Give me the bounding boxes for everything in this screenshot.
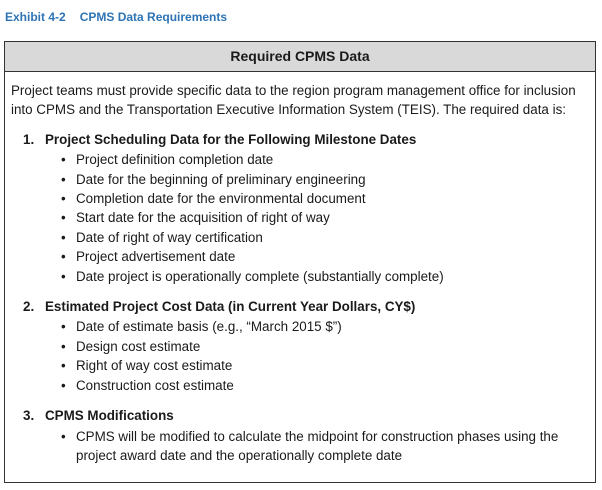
bullet-icon: •: [61, 377, 66, 393]
table-body: [5, 72, 595, 465]
bullet-icon: •: [61, 319, 66, 335]
bullet-icon: •: [61, 229, 66, 245]
bullet-icon: •: [61, 171, 66, 187]
list-item: [61, 337, 595, 356]
bullet-list: [11, 317, 595, 395]
section-title: [11, 297, 595, 316]
list-item: [61, 427, 595, 466]
bullet-list: [11, 427, 595, 466]
list-item-text: Date project is operationally complete (substantially complete): [76, 268, 444, 284]
list-item: [61, 228, 595, 247]
list-item-text: Design cost estimate: [76, 338, 201, 354]
list-item-text: CPMS will be modified to calculate the midpoint for construction phases using the project award date and the operationally complete date: [76, 428, 559, 463]
list-item: [61, 150, 595, 169]
list-item-text: Project advertisement date: [76, 249, 236, 265]
section-title-text: Project Scheduling Data for the Following Milestone Dates: [45, 131, 417, 147]
list-item: [61, 376, 595, 395]
exhibit-caption: [5, 10, 227, 24]
list-item: [61, 170, 595, 189]
bullet-icon: •: [61, 210, 66, 226]
list-item-text: Completion date for the environmental document: [76, 191, 366, 207]
bullet-icon: •: [61, 191, 66, 207]
list-item: [61, 267, 595, 286]
list-item-text: Start date for the acquisition of right of way: [76, 210, 330, 226]
list-item-text: Date for the beginning of preliminary engineering: [76, 171, 366, 187]
bullet-icon: •: [61, 338, 66, 354]
bullet-list: [11, 150, 595, 286]
table-header: Required CPMS Data: [5, 42, 595, 72]
section-number: 3.: [23, 408, 35, 424]
exhibit-number: Exhibit 4-2: [5, 10, 66, 24]
list-item-text: Construction cost estimate: [76, 377, 234, 393]
list-item-text: Date of estimate basis (e.g., “March 2015 $”): [76, 319, 342, 335]
list-item-text: Right of way cost estimate: [76, 358, 233, 374]
bullet-icon: •: [61, 249, 66, 265]
section-title-text: CPMS Modifications: [45, 408, 174, 424]
exhibit-title: CPMS Data Requirements: [79, 10, 228, 24]
list-item: [61, 189, 595, 208]
section-number: 2.: [23, 299, 35, 315]
list-item: [61, 356, 595, 375]
list-item-text: Date of right of way certification: [76, 229, 263, 245]
section-cost-data: [11, 297, 595, 395]
section-number: 1.: [23, 131, 35, 147]
list-item-text: Project definition completion date: [76, 152, 274, 168]
section-scheduling: [11, 130, 595, 286]
intro-paragraph: Project teams must provide specific data to the region program management office for inclusion into CPMS and the Transportation Executive Information System (TEIS). The required data is:: [11, 83, 576, 118]
section-title-text: Estimated Project Cost Data (in Current Year Dollars, CY$): [45, 299, 416, 315]
bullet-icon: •: [61, 268, 66, 284]
section-modifications: [11, 406, 595, 465]
list-item: [61, 317, 595, 336]
section-title: [11, 130, 595, 149]
requirements-table: [4, 41, 596, 483]
bullet-icon: •: [61, 428, 66, 444]
list-item: [61, 208, 595, 227]
bullet-icon: •: [61, 358, 66, 374]
bullet-icon: •: [61, 152, 66, 168]
list-item: [61, 247, 595, 266]
section-title: [11, 406, 595, 425]
